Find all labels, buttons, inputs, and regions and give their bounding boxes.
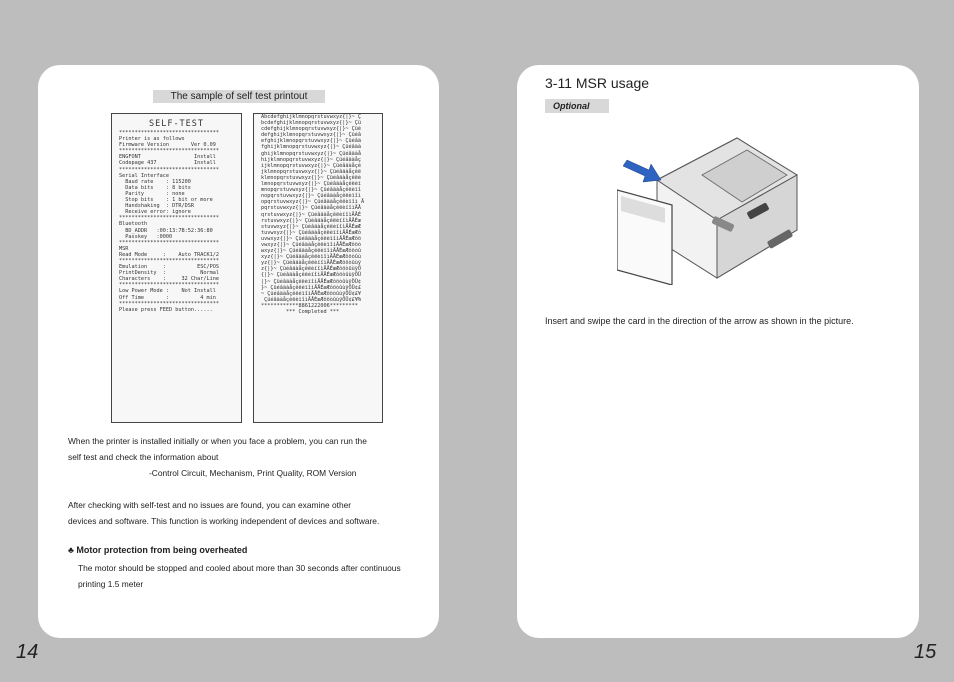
page-number-left: 14 bbox=[16, 641, 39, 663]
receipt-line: pqrstuvwxyz{|}~ ÇüéâäàåçêëèïîìÄÅ bbox=[261, 205, 361, 212]
receipt-line: MSR bbox=[119, 245, 129, 252]
receipt-line: defghijklmnopqrstuvwxyz{|}~ Çüéâ bbox=[261, 132, 361, 139]
receipt-line: BD_ADDR :00:13:7B:52:36:80 bbox=[119, 227, 213, 234]
receipt-line: uvwxyz{|}~ ÇüéâäàåçêëèïîìÄÅÉæÆôö bbox=[261, 235, 361, 242]
receipt-line: Printer is as follows bbox=[119, 136, 185, 143]
left-page bbox=[38, 65, 439, 638]
receipt-line: ******************************** bbox=[119, 166, 219, 173]
receipt-line: ******************************** bbox=[119, 282, 219, 289]
printout-caption: The sample of self test printout bbox=[153, 90, 325, 103]
receipt-line: tuvwxyz{|}~ ÇüéâäàåçêëèïîìÄÅÉæÆô bbox=[261, 229, 361, 236]
receipt-line: Handshaking : DTR/DSR bbox=[119, 203, 194, 210]
receipt-line: Baud rate : 115200 bbox=[119, 178, 191, 185]
receipt-line: Codepage 437 Install bbox=[119, 160, 216, 167]
receipt-line: opqrstuvwxyz{|}~ Çüéâäàåçêëèïîì Ä bbox=[261, 199, 365, 206]
receipt-line: hijklmnopqrstuvwxyz{|}~ Çüéâäàåç bbox=[261, 156, 361, 163]
receipt-charset-lines bbox=[254, 114, 382, 315]
receipt-line: klmnopqrstuvwxyz{|}~ Çüéâäàåçêëè bbox=[261, 174, 361, 181]
receipt-line: nopqrstuvwxyz{|}~ Çüéâäàåçêëèïîì bbox=[261, 193, 361, 200]
optional-badge: Optional bbox=[545, 99, 609, 113]
receipt-line: ******************************** bbox=[119, 215, 219, 222]
section-heading-msr: 3-11 MSR usage bbox=[545, 75, 650, 91]
receipt-line: efghijklmnopqrstuvwxyz{|}~ Çüéâä bbox=[261, 138, 361, 145]
right-page bbox=[517, 65, 919, 638]
receipt-line: z{|}~ ÇüéâäàåçêëèïîìÄÅÉæÆôöòûùÿÖ bbox=[261, 266, 361, 273]
club-icon: ♣ bbox=[68, 545, 74, 555]
receipt-line: Passkey :0000 bbox=[119, 233, 173, 240]
receipt-line: ******************************** bbox=[119, 148, 219, 155]
receipt-line: qrstuvwxyz{|}~ ÇüéâäàåçêëèïîìÄÅÉ bbox=[261, 211, 361, 218]
receipt-line: stuvwxyz{|}~ ÇüéâäàåçêëèïîìÄÅÉæÆ bbox=[261, 223, 361, 230]
receipt-line: lmnopqrstuvwxyz{|}~ Çüéâäàåçêëèï bbox=[261, 181, 361, 188]
receipt-line: Emulation : ESC/POS bbox=[119, 264, 219, 271]
receipt-line: {|}~ ÇüéâäàåçêëèïîìÄÅÉæÆôöòûùÿÖÜ bbox=[261, 272, 361, 279]
section-body: The motor should be stopped and cooled about more than 30 seconds after continuous printing 1.5 meter bbox=[78, 563, 401, 589]
receipt-line: Abcdefghijklmnopqrstuvwxyz{|}~ Ç bbox=[261, 114, 361, 120]
receipt-line: rstuvwxyz{|}~ ÇüéâäàåçêëèïîìÄÅÉæ bbox=[261, 217, 361, 224]
receipt-line: fghijklmnopqrstuvwxyz{|}~ Çüéâäà bbox=[261, 144, 361, 151]
receipt-line: xyz{|}~ ÇüéâäàåçêëèïîìÄÅÉæÆôöòûù bbox=[261, 254, 361, 261]
receipt-line: Please press FEED button...... bbox=[119, 306, 213, 313]
intro-paragraph bbox=[68, 433, 428, 481]
section-title: Motor protection from being overheated bbox=[76, 545, 248, 555]
receipt-lines bbox=[112, 130, 241, 313]
receipt-line: Serial Interface bbox=[119, 172, 169, 179]
receipt-line: ******************************** bbox=[119, 130, 219, 136]
paragraph-line: self test and check the information about bbox=[68, 452, 219, 462]
receipt-line: Firmware Version Ver 0.09 bbox=[119, 142, 216, 149]
paragraph-line: -Control Circuit, Mechanism, Print Quality, ROM Version bbox=[149, 468, 357, 478]
check-paragraph bbox=[68, 497, 428, 529]
paragraph-line: devices and software. This function is working independent of devices and software. bbox=[68, 516, 380, 526]
receipt-line: Low Power Mode : Not Install bbox=[119, 288, 216, 295]
printer-card-swipe-illustration bbox=[617, 120, 807, 285]
receipt-line: *** Completed *** bbox=[261, 309, 340, 315]
receipt-line: ******************************** bbox=[119, 239, 219, 246]
receipt-line: jklmnopqrstuvwxyz{|}~ Çüéâäàåçêë bbox=[261, 168, 361, 175]
receipt-line: }~ ÇüéâäàåçêëèïîìÄÅÉæÆôöòûùÿÖÜ¢£ bbox=[261, 284, 361, 291]
msr-instruction: Insert and swipe the card in the direction of the arrow as shown in the picture. bbox=[545, 316, 854, 326]
receipt-line: Characters : 32 Char/Line bbox=[119, 276, 219, 283]
receipt-line: |}~ ÇüéâäàåçêëèïîìÄÅÉæÆôöòûùÿÖÜ¢ bbox=[261, 278, 361, 285]
receipt-title: SELF-TEST bbox=[148, 119, 205, 129]
receipt-line: Stop bits : 1 bit or more bbox=[119, 197, 213, 204]
receipt-line: Parity : none bbox=[119, 190, 185, 197]
charset-receipt bbox=[253, 113, 383, 423]
paragraph-line: After checking with self-test and no issues are found, you can examine other bbox=[68, 500, 352, 510]
swipe-arrow-icon bbox=[623, 160, 661, 182]
receipt-line: Off Time : 4 min bbox=[119, 294, 216, 301]
receipt-line: ******************************** bbox=[119, 300, 219, 307]
receipt-line: Receive error: ignore bbox=[119, 209, 191, 216]
receipt-line: Bluetooth bbox=[119, 221, 148, 228]
receipt-line: wxyz{|}~ ÇüéâäàåçêëèïîìÄÅÉæÆôöòû bbox=[261, 248, 361, 255]
receipt-line: ijklmnopqrstuvwxyz{|}~ Çüéâäàåçê bbox=[261, 162, 361, 169]
paragraph-line: When the printer is installed initially or when you face a problem, you can run the bbox=[68, 436, 367, 446]
receipt-line: Data bits : 8 bits bbox=[119, 184, 191, 191]
section-heading bbox=[68, 545, 247, 555]
receipt-line: Read Mode : Auto TRACK1/2 bbox=[119, 251, 219, 258]
self-test-receipt bbox=[111, 113, 242, 423]
receipt-line: vwxyz{|}~ ÇüéâäàåçêëèïîìÄÅÉæÆôöò bbox=[261, 241, 361, 248]
receipt-line: yz{|}~ ÇüéâäàåçêëèïîìÄÅÉæÆôöòûùÿ bbox=[261, 260, 361, 267]
receipt-line: ÇüéâäàåçêëèïîìÄÅÉæÆôöòûùÿÖÜ¢£¥₧ bbox=[261, 296, 361, 303]
receipt-line: bcdefghijklmnopqrstuvwxyz{|}~ Çü bbox=[261, 120, 361, 127]
receipt-line: ENGFONT Install bbox=[119, 154, 216, 161]
receipt-line: ************8861222006********* bbox=[261, 302, 358, 309]
receipt-line: PrintDensity : Normal bbox=[119, 270, 219, 277]
page-number-right: 15 bbox=[914, 641, 937, 663]
receipt-line: ******************************** bbox=[119, 257, 219, 264]
receipt-line: mnopqrstuvwxyz{|}~ Çüéâäàåçêëèïî bbox=[261, 187, 361, 194]
receipt-line: ghijklmnopqrstuvwxyz{|}~ Çüéâäàå bbox=[261, 150, 361, 157]
receipt-line: cdefghijklmnopqrstuvwxyz{|}~ Çüé bbox=[261, 126, 361, 133]
receipt-line: ~ ÇüéâäàåçêëèïîìÄÅÉæÆôöòûùÿÖÜ¢£¥ bbox=[261, 290, 361, 297]
